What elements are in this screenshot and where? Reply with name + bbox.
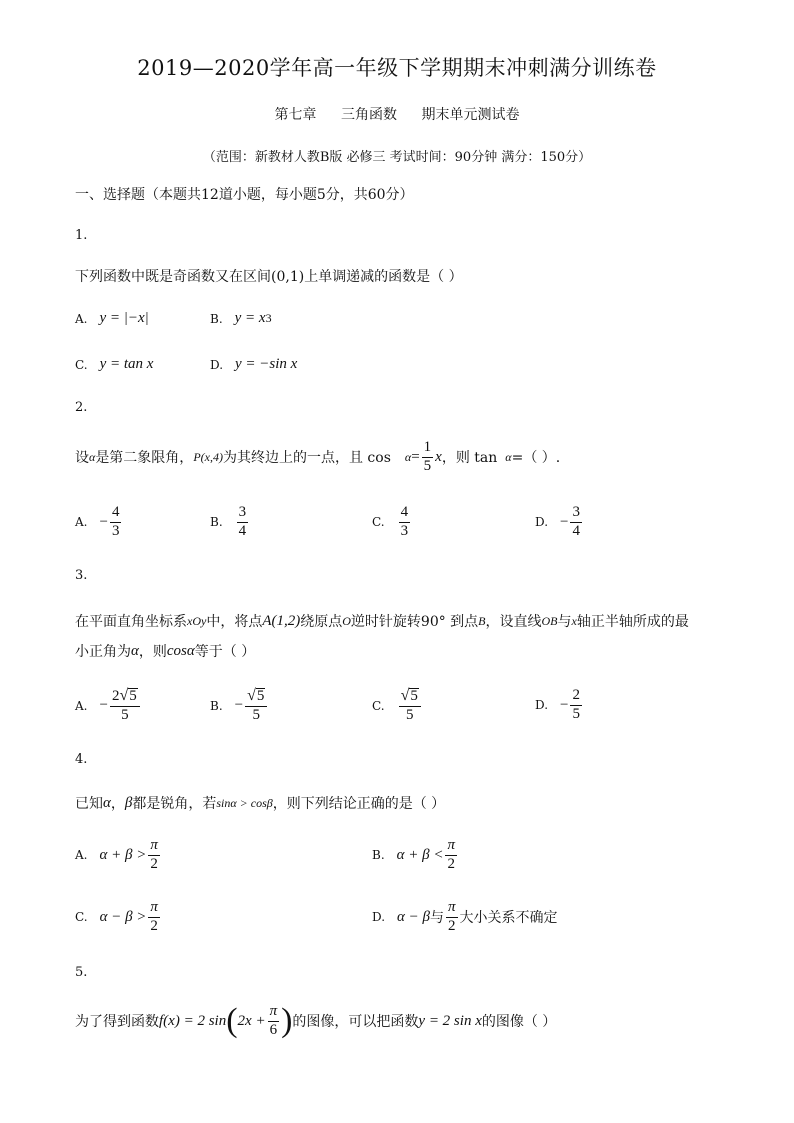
question-stem: 已知 α ， β 都是锐角，若 sinα > cosβ ，则下列结论正确的是（ ） — [75, 794, 446, 812]
option-c: C. α − β > $\frac{\pi}{2}$ — [75, 899, 158, 934]
option-d: D. − $\frac{2}{5}$ — [535, 687, 580, 722]
test-label: 期末单元测试卷 — [421, 107, 520, 123]
option-b: B. α + β < $\frac{\pi}{2}$ — [372, 837, 455, 872]
option-a: A. − 2 √ 5 5 — [75, 688, 142, 724]
fraction: $\frac{2}{5}$ — [572, 687, 580, 722]
option-c: C. $\frac{4}{3}$ — [372, 504, 409, 539]
option-a: A. α + β > $\frac{\pi}{2}$ — [75, 837, 158, 872]
chapter-label: 第七章 — [274, 107, 317, 123]
fraction: $\frac{\pi}{2}$ — [447, 899, 456, 934]
question-stem: 为了得到函数 f(x) = 2 sin ( 2x + $\frac{\pi}{6}$ ) 的图像，可以把函数 y = 2 sin x 的图像（ ） — [75, 1002, 557, 1040]
question-stem-line-1: 在平面直角坐标系 xOy 中，将点 A(1,2) 绕原点 O 逆时针旋转90° 到点 B ，设直线 OB 与 x 轴正半轴所成的最 — [75, 612, 689, 630]
fraction: $\frac{\pi}{2}$ — [150, 899, 158, 934]
page-title: 2019—2020学年高一年级下学期期末冲刺满分训练卷 — [137, 56, 657, 80]
fraction: $\frac{\pi}{6}$ — [269, 1003, 278, 1038]
fraction: √ 5 5 — [245, 688, 267, 724]
option-b: B. $\frac{3}{4}$ — [210, 504, 247, 539]
page-subtitle — [0, 104, 794, 124]
option-b: B. y = x 3 — [210, 310, 272, 326]
option-a: A. − $\frac{4}{3}$ — [75, 504, 120, 539]
question-number: 1. — [75, 228, 88, 243]
option-d: D. α − β 与 $\frac{\pi}{2}$ 大小关系不确定 — [372, 899, 558, 934]
fraction: 2 √ 5 5 — [110, 688, 140, 724]
section-heading: 一、选择题（本题共12道小题，每小题5分，共60分） — [75, 187, 414, 203]
question-stem: 下列函数中既是奇函数又在区间(0,1)上单调递减的函数是（ ） — [75, 269, 463, 285]
question-number: 4. — [75, 752, 88, 767]
question-number: 3. — [75, 568, 88, 583]
fraction: $\frac{\pi}{2}$ — [447, 837, 455, 872]
option-d: D. y = −sin x — [210, 356, 298, 372]
option-c: C. y = tan x — [75, 356, 154, 372]
fraction: $\frac{\pi}{2}$ — [150, 837, 158, 872]
question-number: 5. — [75, 965, 88, 980]
question-number: 2. — [75, 400, 88, 415]
question-stem-line-2: 小正角为 α ，则 cosα 等于（ ） — [75, 642, 256, 660]
fraction: $\frac{3}{4}$ — [572, 504, 580, 539]
topic-label: 三角函数 — [341, 107, 397, 123]
option-a: A. y = |−x| — [75, 310, 149, 326]
fraction: $\frac{4}{3}$ — [400, 504, 409, 539]
question-stem: 设 α 是第二象限角， P(x,4) 为其终边上的一点，且 cos α = $\frac{1}{5}$ x ，则 tan α =（ ）. — [75, 439, 561, 474]
fraction: $\frac{4}{3}$ — [111, 504, 120, 539]
option-d: D. − $\frac{3}{4}$ — [535, 504, 580, 539]
option-b: B. − √ 5 5 — [210, 688, 269, 724]
exam-range-info: （范围：新教材人教B版 必修三 考试时间：90分钟 满分：150分） — [202, 150, 592, 165]
fraction: √ 5 5 — [399, 688, 421, 724]
fraction: $\frac{3}{4}$ — [238, 504, 247, 539]
fraction: $\frac{1}{5}$ — [423, 439, 432, 474]
option-c: C. √ 5 5 — [372, 688, 423, 724]
